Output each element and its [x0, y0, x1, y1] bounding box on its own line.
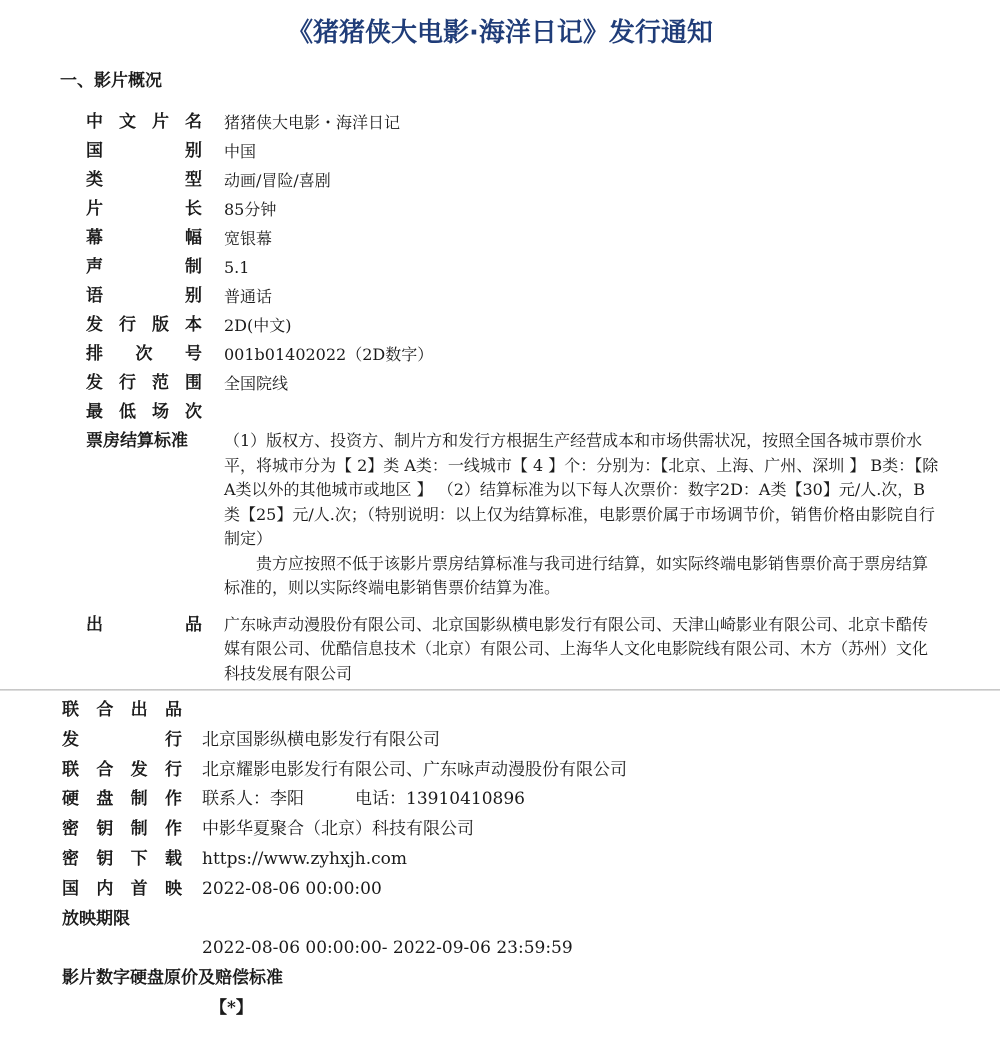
row-label: 排次号 [86, 344, 202, 364]
row-label: 联合出品 [62, 700, 182, 720]
overview-row [86, 224, 956, 253]
settlement-paragraph-1: （1）版权方、投资方、制片方和发行方根据生产经营成本和市场供需状况，按照全国各城市票价水平，将城市分为【 2】类 A类：一线城市【 4 】个：分别为：【北京、上海、广州、深圳 】 B类：【除A类以外的其他城市或地区 】 （2）结算标准为以下每人次票价：数字2D：A类【30】元/人.次，B类【25】元/人.次；（特别说明：以上仅为结算标准，电影票价属于市场调节价，销售价格由影院自行制定） [224, 431, 939, 548]
overview-row [86, 340, 956, 369]
row-label: 类型 [86, 170, 202, 190]
row-label: 最低场次 [86, 402, 202, 422]
screening-period-value: 2022-08-06 00:00:00- 2022-09-06 23:59:59 [202, 938, 573, 959]
row-label: 片长 [86, 199, 202, 219]
page-divider [0, 689, 1000, 691]
row-value: https://www.zyhxjh.com [202, 848, 408, 869]
overview-row [86, 398, 956, 427]
distribution-row [62, 726, 962, 756]
distribution-row [62, 815, 962, 845]
overview-table [86, 108, 956, 686]
row-value: 北京国影纵横电影发行有限公司 [202, 729, 440, 750]
row-value: 中影华夏聚合（北京）科技有限公司 [202, 819, 474, 840]
row-value: 动画/冒险/喜剧 [224, 171, 331, 190]
row-value: 全国院线 [224, 374, 289, 393]
overview-row [86, 369, 956, 398]
price-label: 影片数字硬盘原价及赔偿标准 [62, 968, 283, 989]
distribution-table [62, 696, 962, 1024]
row-value: 中国 [224, 142, 257, 161]
row-label: 国内首映 [62, 878, 182, 899]
row-value: 85分钟 [224, 200, 277, 219]
settlement-paragraph-2: 贵方应按照不低于该影片票房结算标准与我司进行结算，如实际终端电影销售票价高于票房结算标准的，则以实际终端电影销售票价结算为准。 [224, 553, 929, 597]
overview-row [86, 137, 956, 166]
row-label: 声制 [86, 257, 202, 277]
overview-row [86, 282, 956, 311]
price-value: 【*】 [210, 997, 253, 1018]
settlement-row [86, 427, 956, 601]
row-value: 北京耀影电影发行有限公司、广东咏声动漫股份有限公司 [202, 759, 627, 780]
overview-row [86, 166, 956, 195]
row-label: 硬盘制作 [62, 789, 182, 810]
row-value: 宽银幕 [224, 229, 273, 248]
row-value: 2D(中文) [224, 316, 292, 335]
distribution-row [62, 845, 962, 875]
row-label: 发行 [62, 729, 182, 750]
row-label: 联合发行 [62, 759, 182, 780]
producers-value: 广东咏声动漫股份有限公司、北京国影纵横电影发行有限公司、天津山崎影业有限公司、北京卡酷传媒有限公司、优酷信息技术（北京）有限公司、上海华人文化电影院线有限公司、木方（苏州）文化科技发展有限公司 [224, 614, 929, 683]
row-value: 2022-08-06 00:00:00 [202, 878, 382, 899]
row-value: 联系人：李阳 电话：13910410896 [202, 789, 525, 810]
row-label: 语别 [86, 286, 202, 306]
row-value: 猪猪侠大电影・海洋日记 [224, 113, 401, 132]
distribution-row [62, 756, 962, 786]
row-label: 发行版本 [86, 315, 202, 335]
row-value: 普通话 [224, 287, 273, 306]
overview-row [86, 311, 956, 340]
distribution-row [62, 785, 962, 815]
distribution-row [62, 696, 962, 726]
row-label: 幕幅 [86, 228, 202, 248]
distribution-row [62, 875, 962, 905]
page-title: 《猪猪侠大电影·海洋日记》发行通知 [287, 18, 713, 48]
row-label: 密钥制作 [62, 819, 182, 840]
overview-row [86, 108, 956, 137]
row-label: 国别 [86, 141, 202, 161]
row-label: 发行范围 [86, 373, 202, 393]
producers-row [86, 611, 956, 687]
section-heading: 一、影片概况 [60, 71, 162, 91]
overview-row [86, 195, 956, 224]
overview-row [86, 253, 956, 282]
row-label: 密钥下载 [62, 848, 182, 869]
row-value: 001b01402022（2D数字） [224, 345, 434, 364]
settlement-label: 票房结算标准 [86, 431, 188, 451]
screening-period-label: 放映期限 [62, 908, 130, 929]
producers-label: 出品 [86, 614, 202, 635]
row-value: 5.1 [224, 258, 250, 277]
row-label: 中文片名 [86, 112, 202, 132]
settlement-value [224, 427, 940, 601]
